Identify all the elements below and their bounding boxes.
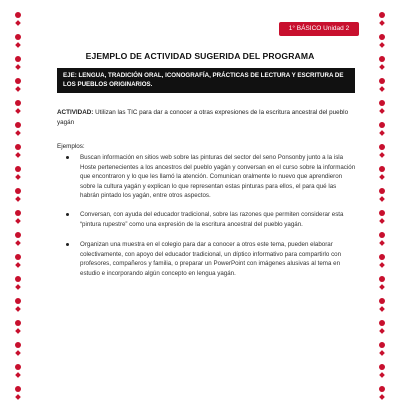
ornament-diamond-icon [379, 218, 385, 224]
ornament-dot-icon [379, 210, 385, 216]
ornament-diamond-icon [379, 262, 385, 268]
ornament-dot-icon [15, 364, 21, 370]
bullet-icon [66, 243, 69, 246]
ornament-diamond-icon [15, 152, 21, 158]
ornament-diamond-icon [379, 20, 385, 26]
ornament-diamond-icon [379, 372, 385, 378]
bullet-icon [66, 213, 69, 216]
examples-list [57, 153, 357, 290]
ornament-dot-icon [379, 122, 385, 128]
ornament-dot-icon [379, 12, 385, 18]
ornament-diamond-icon [379, 350, 385, 356]
ornament-diamond-icon [15, 350, 21, 356]
ornament-diamond-icon [379, 64, 385, 70]
ornament-dot-icon [379, 100, 385, 106]
list-item [57, 210, 357, 229]
ornament-dot-icon [15, 78, 21, 84]
ornament-dot-icon [379, 232, 385, 238]
ornament-diamond-icon [15, 394, 21, 400]
ornament-dot-icon [379, 144, 385, 150]
ornament-diamond-icon [15, 64, 21, 70]
ornament-diamond-icon [15, 20, 21, 26]
ornament-diamond-icon [15, 130, 21, 136]
example-text: Buscan información en sitios web sobre las pinturas del sector del seno Ponsonby junto a la isla Hoste pertenecientes a los ancestros del pueblo yagán y conversan en el curso sobre la información que encontraron y lo que les llamó la atención. Comunican oralmente lo nuevo que aprendieron sobre la cultura yagán y explican lo que representan estas pinturas para ellos, el para qué las habrán pintado los yagán, entre otros aspectos. [80, 154, 356, 200]
ornament-dot-icon [15, 210, 21, 216]
ornament-dot-icon [15, 232, 21, 238]
ornament-diamond-icon [15, 284, 21, 290]
ornament-diamond-icon [15, 42, 21, 48]
ornament-diamond-icon [15, 372, 21, 378]
ornament-dot-icon [379, 166, 385, 172]
ornament-diamond-icon [379, 328, 385, 334]
ornament-diamond-icon [379, 306, 385, 312]
ornament-dot-icon [15, 166, 21, 172]
ornament-diamond-icon [379, 174, 385, 180]
ornament-dot-icon [15, 320, 21, 326]
ornament-diamond-icon [379, 152, 385, 158]
ornament-dot-icon [379, 342, 385, 348]
ornament-dot-icon [15, 276, 21, 282]
ornament-dot-icon [379, 364, 385, 370]
ornament-dot-icon [15, 342, 21, 348]
unit-badge: 1° BÁSICO Unidad 2 [279, 22, 359, 36]
ornament-dot-icon [379, 34, 385, 40]
activity-block [57, 108, 355, 127]
ornament-dot-icon [379, 78, 385, 84]
ornament-diamond-icon [379, 86, 385, 92]
ornament-dot-icon [15, 144, 21, 150]
ornament-diamond-icon [379, 240, 385, 246]
ornament-dot-icon [15, 100, 21, 106]
ornament-dot-icon [15, 386, 21, 392]
ornament-dot-icon [379, 298, 385, 304]
ornament-dot-icon [15, 188, 21, 194]
example-text: Organizan una muestra en el colegio para dar a conocer a otros este tema, pueden elaborar colectivamente, con apoyo del educador tradicional, un díptico informativo para compartirlo con profesores, compañeros y familia, o preparar un PowerPoint con imágenes alusivas al tema en estudio e incorporando algún concepto en lengua yagán. [80, 241, 342, 277]
list-item [57, 153, 357, 201]
page-title: EJEMPLO DE ACTIVIDAD SUGERIDA DEL PROGRAMA [85, 51, 315, 61]
ornament-diamond-icon [15, 86, 21, 92]
ornament-dot-icon [15, 298, 21, 304]
ornament-diamond-icon [379, 108, 385, 114]
ornament-diamond-icon [15, 262, 21, 268]
ornament-diamond-icon [15, 174, 21, 180]
ornament-diamond-icon [15, 108, 21, 114]
ornament-diamond-icon [379, 394, 385, 400]
ornament-dot-icon [15, 122, 21, 128]
eje-banner: EJE: LENGUA, TRADICIÓN ORAL, ICONOGRAFÍA, PRÁCTICAS DE LECTURA Y ESCRITURA DE LOS PUEBLOS ORIGINARIOS. [57, 68, 355, 93]
ornament-dot-icon [15, 12, 21, 18]
list-item [57, 240, 357, 278]
examples-heading: Ejemplos: [57, 143, 85, 150]
ornament-diamond-icon [15, 196, 21, 202]
example-text: Conversan, con ayuda del educador tradicional, sobre las razones que permiten considerar esta “pintura rupestre” como una expresión de la escritura ancestral del pueblo yagán. [80, 210, 344, 228]
ornament-diamond-icon [15, 218, 21, 224]
ornament-diamond-icon [379, 284, 385, 290]
ornament-dot-icon [15, 254, 21, 260]
ornament-diamond-icon [15, 328, 21, 334]
ornament-diamond-icon [15, 240, 21, 246]
activity-text: Utilizan las TIC para dar a conocer a otras expresiones de la escritura ancestral del pueblo yagán [57, 109, 349, 126]
bullet-icon [66, 156, 69, 159]
ornament-dot-icon [379, 320, 385, 326]
ornament-dot-icon [15, 34, 21, 40]
ornament-dot-icon [379, 386, 385, 392]
ornament-diamond-icon [15, 306, 21, 312]
activity-label: ACTIVIDAD: [57, 109, 94, 116]
ornament-dot-icon [379, 254, 385, 260]
ornament-diamond-icon [379, 130, 385, 136]
ornament-dot-icon [379, 188, 385, 194]
ornament-diamond-icon [379, 196, 385, 202]
ornament-dot-icon [379, 276, 385, 282]
ornament-diamond-icon [379, 42, 385, 48]
